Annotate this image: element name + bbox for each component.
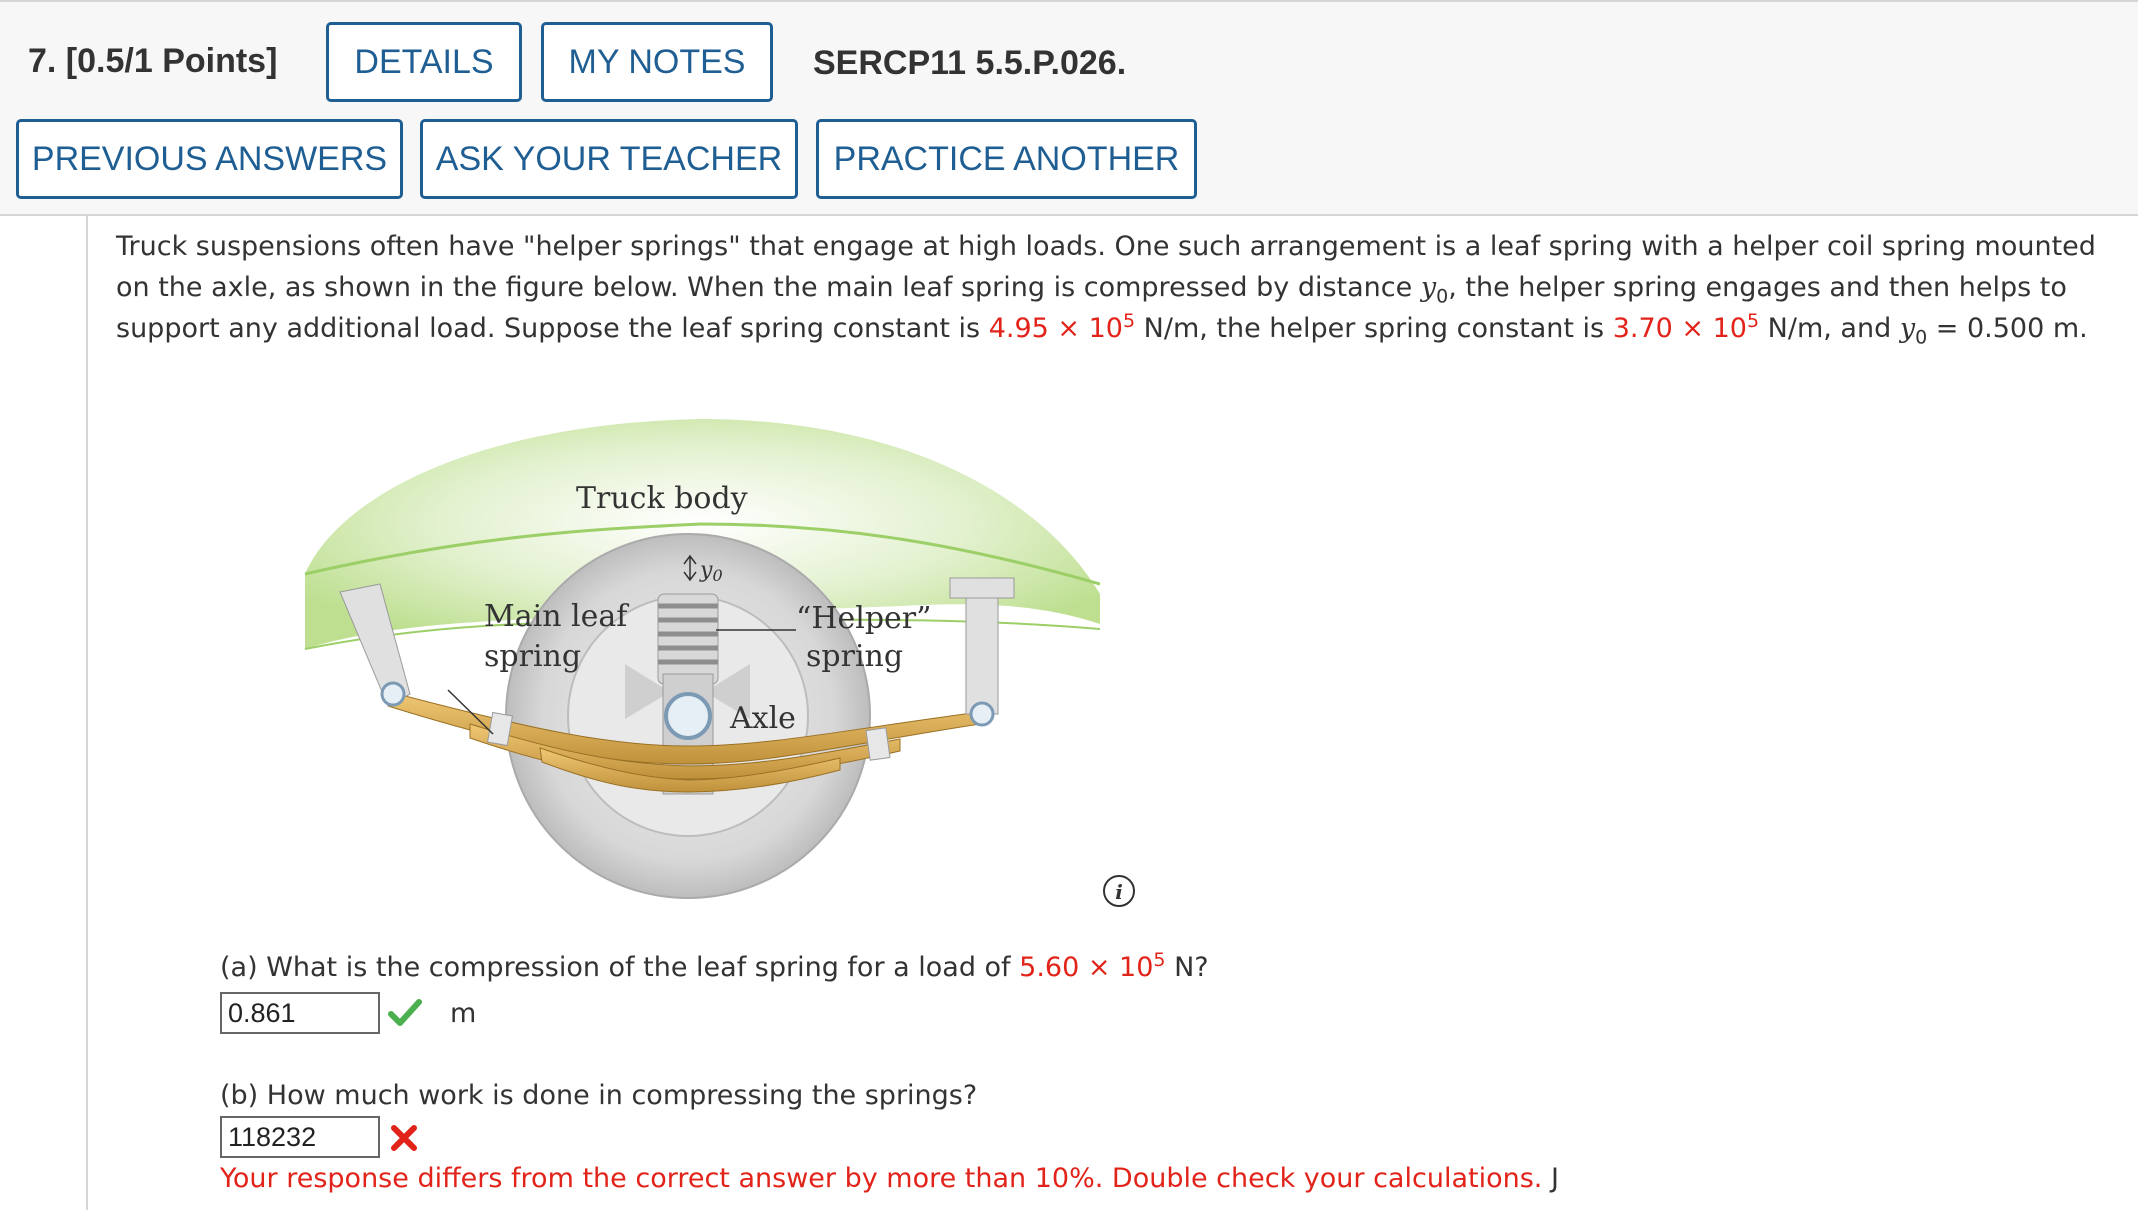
part-a-question: (a) What is the compression of the leaf spring for a load of $5.60 \times 10^5$ N? (220, 949, 1209, 983)
problem-text: Truck suspensions often have "helper springs" that engage at high loads. One such arrangement is a leaf spring with a helper coil spring mounted on the axle, as shown in the figure below. When the main leaf spring is compressed by distance (116, 231, 2096, 303)
previous-answers-button[interactable]: PREVIOUS ANSWERS (16, 119, 403, 199)
variable-y: y (1899, 313, 1916, 344)
axle-label: Axle (730, 701, 796, 736)
helper-spring-label-line-2: spring (806, 639, 904, 674)
question-points: 7. [0.5/1 Points] (28, 42, 278, 80)
problem-text: N/m, and (1759, 313, 1900, 344)
variable-subscript: 0 (1436, 285, 1449, 308)
svg-text:i: i (1115, 880, 1123, 904)
load-value: $5.60 \times 10^5$ (1019, 949, 1166, 983)
variable-subscript: 0 (1915, 326, 1928, 349)
problem-code: SERCP11 5.5.P.026. (813, 44, 1127, 82)
variable-y: y (1420, 272, 1437, 303)
question-header (0, 0, 2138, 216)
problem-statement (116, 226, 2106, 349)
details-button[interactable]: DETAILS (326, 22, 522, 102)
checkmark-icon (388, 998, 422, 1028)
part-a-unit: m (450, 998, 477, 1029)
suspension-figure (280, 374, 1100, 922)
part-b-unit: J (1550, 1163, 1559, 1194)
part-a-answer-input[interactable]: 0.861 (220, 992, 380, 1034)
helper-spring-coil (658, 594, 718, 684)
problem-text: = 0.500 m. (1927, 313, 2088, 344)
main-leaf-label-line-2: spring (484, 639, 582, 674)
problem-text: N/m, the helper spring constant is (1135, 313, 1613, 344)
info-icon[interactable] (1102, 874, 1136, 908)
ask-your-teacher-button[interactable]: ASK YOUR TEACHER (420, 119, 798, 199)
content-left-rule (86, 216, 88, 1210)
part-b-answer-input[interactable]: 118232 (220, 1116, 380, 1158)
cross-icon (390, 1124, 418, 1152)
my-notes-button[interactable]: MY NOTES (541, 22, 773, 102)
practice-another-button[interactable]: PRACTICE ANOTHER (816, 119, 1197, 199)
part-b-question: (b) How much work is done in compressing the springs? (220, 1080, 978, 1111)
y0-figure-label: y0 (700, 558, 723, 585)
main-leaf-label-line-1: Main leaf (484, 599, 628, 634)
part-b-feedback: Your response differs from the correct answer by more than 10%. Double check your calculations. J (220, 1163, 1559, 1194)
helper-spring-label-line-1: “Helper” (796, 601, 932, 636)
leaf-constant-value: $4.95 \times 10^5$ (988, 310, 1136, 344)
problem-text: , the helper spring engages and then helps to support any additional load. Suppose the leaf spring constant is (116, 272, 2067, 344)
truck-body-label: Truck body (576, 481, 748, 516)
helper-constant-value: $3.70 \times 10^5$ (1612, 310, 1760, 344)
